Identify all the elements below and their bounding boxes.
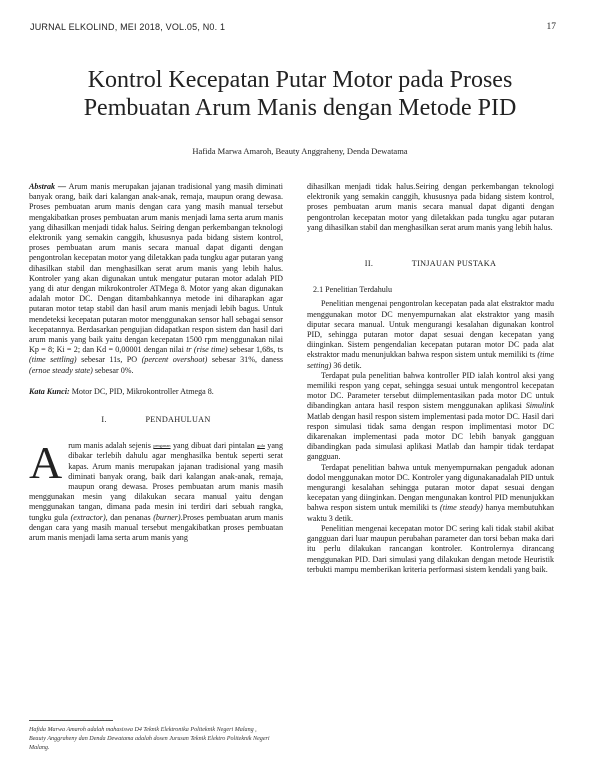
abstract-mid3: sebesar 31%, daness — [211, 355, 283, 365]
intro-paragraph — [29, 437, 283, 543]
abstract-tr: tr — [186, 345, 192, 355]
footnotes — [29, 726, 283, 753]
intro-burner: (burner) — [153, 512, 181, 522]
drop-cap: A — [29, 437, 63, 489]
abstract-text: Arum manis merupakan jajanan tradisional yang masih diminati banyak orang, baik dari kalangan anak-anak, remaja, maupun orang dewasa. Proses pembuatan arum manis dengan cara yang masih manual tersebut mengakibatkan proses pembuatan arum manis menjadi lama serta arum manis yang dihasilkan menjadi tidak halus. Seiring dengan perkembangan teknologi elektronik yang semakin canggih, khususnya pada bidang sistem kontrol, proses pembuatan arum manis secara manual dapat diganti dengan pengontrolan kecepatan motor yang diletakkan pada tungku agar putaran yang dihasilkan stabil dan menghasilkan serat arum manis yang lebih halus. Kontroler yang akan digunakan untuk mengatur putaran motor adalah PID yang di atur dengan mikrokontroler ATMega 8. Motor yang akan digunakan adalah motor DC. Dengan ditambahkannya metode ini diharapkan agar putaran motor tetap stabil dan hasil arum manis menjadi lebih bagus. Untuk mendeteksi kecepatan putaran motor menggunakan sensor hall sebagai sensor kecepatannya. Berdasarkan pengujian didapatkan respon sistem dan hasil dari arum manis yang baik yaitu dengan kecepatan 1500 rpm menggunakan nilai Kp = 8; Ki = 2; dan Kd = 0,00001 dengan nilai — [29, 182, 283, 355]
right-column — [307, 182, 554, 575]
section-title: PENDAHULUAN — [145, 415, 211, 425]
abstract — [29, 182, 283, 376]
review-p3b: hanya membutuhkan waktu 3 detik. — [307, 503, 554, 523]
abstract-end: sebesar 0%. — [94, 365, 134, 375]
review-paragraph-2 — [307, 371, 554, 463]
abstract-label: Abstrak — — [29, 182, 67, 191]
review-paragraph-1 — [307, 299, 554, 370]
review-paragraph-4: Penelitian mengenai kecepatan motor DC sering kali tidak stabil akibat gangguan dari luar maupun perubahan parameter dan torsi beban maka dari itu perlu dilakukan rancangan kontroler. Kontrolernya dirancang menggunakan PID. Dari simulasi yang dilakukan dengan metode Heuristik terbukti mampu memberikan kriteria performasi sistem kendali yang baik. — [307, 523, 554, 574]
page-number: 17 — [546, 22, 556, 32]
abstract-mid1: sebesar 1,68s, ts — [229, 345, 284, 355]
keywords-label: Kata Kunci: — [29, 386, 70, 396]
paper-title — [0, 66, 600, 122]
review-paragraph-3 — [307, 463, 554, 524]
review-p3-italic: (time steady) — [440, 503, 483, 513]
section-heading-2 — [307, 259, 554, 269]
abstract-time-settling: (time settling) — [29, 355, 77, 365]
subsection-heading: 2.1 Penelitian Terdahulu — [313, 285, 393, 295]
author-list: Hafida Marwa Amaroh, Beauty Anggraheny, Denda Dewatama — [192, 146, 408, 156]
review-p2-italic: Simulink — [525, 401, 555, 411]
footnote-divider — [29, 720, 113, 721]
journal-header: JURNAL ELKOLIND, MEI 2018, VOL.05, N0. 1 — [30, 22, 226, 32]
intro-continuation: dihasilkan menjadi tidak halus.Seiring dengan perkembangan teknologi elektronik yang semakin canggih, khususnya pada bidang sistem kontrol, proses pembuatan arum manis secara manual dapat diganti dengan pengontrolan kecepatan motor yang diletakkan pada tungku agar putaran yang dihasilkan stabil dan menghasilkan serat arum manis yang lebih halus. — [307, 182, 554, 232]
review-p1: Penelitian mengenai pengontrolan kecepatan pada alat ekstraktor madu menggunakan motor DC menyempurnakan alat ekstraktor yang masih diputar secara manual. Untuk mengurangi kesalahan digunakan kontrol PID, sehingga putaran motor dapat sesuai dengan kecepatan yang diinginkan. Sistem pengendalian kecepatan putaran motor DC pada alat ekstraktor madu menunjukkan bahwa respon sistem untuk memiliki ts — [307, 299, 554, 360]
section-number: I. — [101, 415, 107, 425]
intro-mid: , dan penanas — [105, 512, 151, 522]
section-number: II. — [364, 259, 374, 269]
intro-extractor: (extractor) — [70, 512, 106, 522]
section-heading-1 — [29, 415, 283, 425]
intro-start: rum manis adalah sejenis — [68, 441, 151, 451]
footnote-item: Beauty Anggraheny dan Denda Dewatama adalah dosen Jurusan Teknik Elektro Politeknik Negeri Malang. — [29, 736, 270, 751]
intro-tiny-word: penganan — [153, 443, 171, 449]
keywords-text: Motor DC, PID, Mikrokontroller Atmega 8. — [71, 386, 214, 396]
title-line: Kontrol Kecepatan Putar Motor pada Proses — [87, 67, 513, 93]
intro-tiny-word-2: gula — [257, 443, 265, 449]
review-p2b: Matlab dengan hasil respon sistem implementasi pada motor DC. Hasil dari respon simulasi tidak sama dengan respon implimentasi motor DC dikarenakan implementasi pada motor DC lebih banyak gangguan dibandingkan pada simulasi aplikasi Matlab dan hampir tidak terdapat gangguan. — [307, 411, 554, 462]
intro-rest: yang dibuat dari pintalan — [172, 441, 255, 451]
left-column — [29, 182, 283, 543]
abstract-mid2: sebesar 11s, PO — [81, 355, 138, 365]
keywords — [29, 387, 283, 397]
review-p2a: Terdapat pula penelitian bahwa kontroller PID ialah kontrol aksi yang memiliki respon yang cepat, sehingga sesuai untuk mengontrol kecepatan motor DC. Parameter tersebut diimplementasikan pada motor DC untuk dibandingkan antara hasil respon sistem menggunakan aplikasi — [307, 370, 554, 411]
abstract-rise-time: (rise time) — [193, 345, 228, 355]
review-p1-end: 36 detik. — [333, 360, 362, 370]
intro-end: yang dibakar terlebih dahulu agar menghasilka bentuk seperti serat kapas. Arum manis merupakan jajanan tradisional yang masih diminati banyak orang, baik dari kalangan anak-anak, remaja, maupun orang dewasa. Proses pembuatan arum manis masih menggunakan mesin yang dilakukan secara manual yaitu dengan menggunakan tangan, dimana pada mesin ini terdiri dari sebuah rangka, tungku gula — [29, 441, 283, 522]
abstract-percent-overshoot: (percent overshoot) — [141, 355, 208, 365]
section-title: TINJAUAN PUSTAKA — [411, 259, 497, 269]
abstract-error-steady: (ernoe steady state) — [29, 365, 93, 375]
intro-final: .Proses pembuatan arum manis dengan cara yang masih manual tersebut mengakibatkan proses pembuatan arum manis menjadi lama serta arum manis yang — [29, 512, 283, 543]
title-line: Pembuatan Arum Manis dengan Metode PID — [83, 95, 517, 121]
review-p1-italic: (time setting) — [307, 350, 554, 370]
review-p3a: Terdapat penelitian bahwa untuk menyempurnakan pengaduk adonan dodol menggunakan motor DC. Kontroler yang digunakanadalah PID untuk mengurangi kesalahan sehingga putaran motor dapat sesuai dengan kecepatan yang diinginkan. Dengan mengunakan kontrol PID menunjukkan bahwa respon sistem untuk memiliki ts — [307, 462, 554, 513]
footnote-item: Hafida Marwa Amaroh adalah mahasiswa D4 Teknik Elektronika Politeknik Negeri Malang , — [29, 727, 257, 733]
